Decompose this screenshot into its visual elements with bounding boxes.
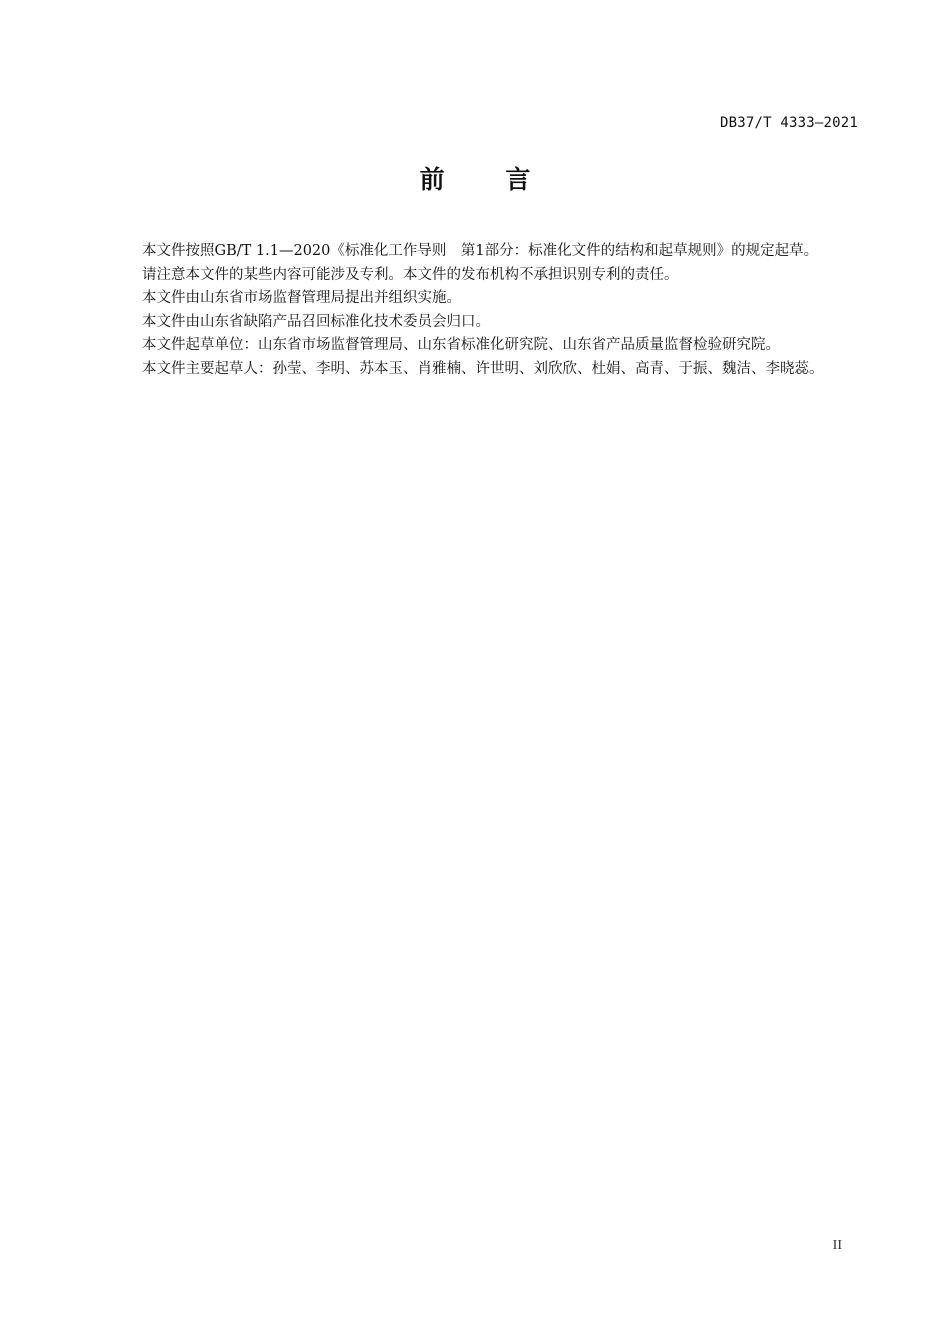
paragraph-drafting-basis: 本文件按照GB/T 1.1—2020《标准化工作导则 第1部分：标准化文件的结构和起草规则》的规定起草。 — [142, 243, 819, 259]
paragraph-drafters: 本文件主要起草人：孙莹、李明、苏本玉、肖雅楠、许世明、刘欣欣、杜娟、高青、于振、魏洁、李晓蕊。 — [142, 360, 824, 377]
paragraph-drafting-units: 本文件起草单位：山东省市场监督管理局、山东省标准化研究院、山东省产品质量监督检验研究院。 — [142, 337, 780, 353]
paragraph-patent-notice: 请注意本文件的某些内容可能涉及专利。本文件的发布机构不承担识别专利的责任。 — [142, 266, 679, 283]
page-number: II — [832, 1238, 842, 1253]
paragraph-proposer: 本文件由山东省市场监督管理局提出并组织实施。 — [142, 290, 461, 306]
page-title: 前 言 — [419, 165, 557, 194]
paragraph-committee: 本文件由山东省缺陷产品召回标准化技术委员会归口。 — [142, 313, 490, 330]
document-code: DB37/T 4333—2021 — [719, 115, 858, 131]
foreword-body — [113, 240, 868, 381]
